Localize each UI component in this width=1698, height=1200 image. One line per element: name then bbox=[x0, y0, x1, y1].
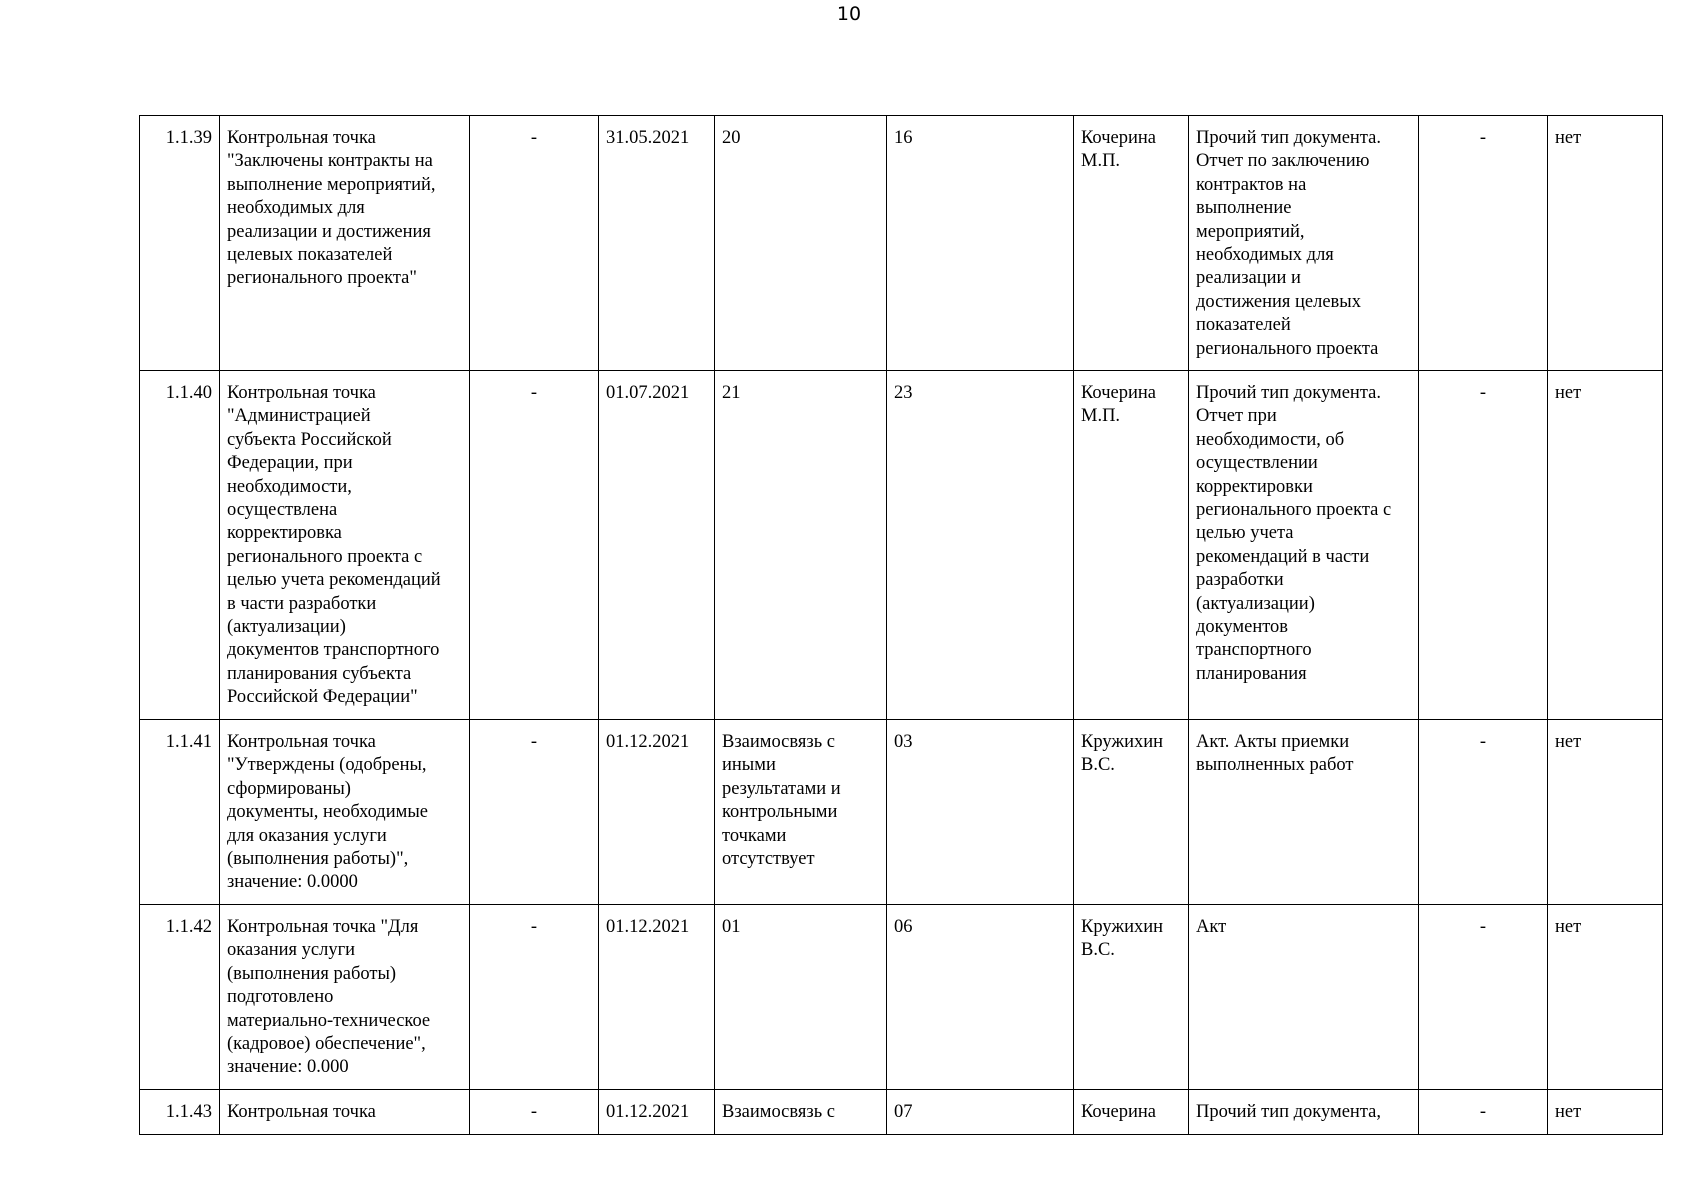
predecessor-cell: - bbox=[470, 720, 599, 905]
control-point-name: Контрольная точка "Для оказания услуги (выполнения работы) подготовлено материально-техническое (кадровое) обеспечение", значение: 0.000 bbox=[220, 905, 470, 1090]
page-number: 10 bbox=[836, 3, 862, 25]
extra-cell: - bbox=[1419, 1090, 1548, 1135]
link-cell: 20 bbox=[715, 116, 887, 371]
extra-cell: - bbox=[1419, 371, 1548, 720]
responsible-cell: Кружихин В.С. bbox=[1074, 905, 1189, 1090]
predecessor-cell: - bbox=[470, 116, 599, 371]
date-cell: 01.12.2021 bbox=[599, 905, 715, 1090]
table-row bbox=[140, 720, 1663, 905]
responsible-cell: Кочерина bbox=[1074, 1090, 1189, 1135]
control-point-name: Контрольная точка "Администрацией субъекта Российской Федерации, при необходимости, осуществлена корректировка регионального проекта с целью учета рекомендаций в части разработки (актуализации) документов транспортного планирования субъекта Российской Федерации" bbox=[220, 371, 470, 720]
document-cell: Прочий тип документа. Отчет по заключению контрактов на выполнение мероприятий, необходимых для реализации и достижения целевых показателей регионального проекта bbox=[1189, 116, 1419, 371]
row-number: 1.1.40 bbox=[140, 371, 220, 720]
responsible-cell: Кочерина М.П. bbox=[1074, 116, 1189, 371]
extra-cell: - bbox=[1419, 720, 1548, 905]
code-cell: 06 bbox=[887, 905, 1074, 1090]
flag-cell: нет bbox=[1548, 905, 1663, 1090]
code-cell: 03 bbox=[887, 720, 1074, 905]
code-cell: 23 bbox=[887, 371, 1074, 720]
table-row bbox=[140, 905, 1663, 1090]
control-point-name: Контрольная точка "Заключены контракты на выполнение мероприятий, необходимых для реализации и достижения целевых показателей регионального проекта" bbox=[220, 116, 470, 371]
row-number: 1.1.43 bbox=[140, 1090, 220, 1135]
responsible-cell: Кружихин В.С. bbox=[1074, 720, 1189, 905]
row-number: 1.1.39 bbox=[140, 116, 220, 371]
link-cell: 21 bbox=[715, 371, 887, 720]
flag-cell: нет bbox=[1548, 371, 1663, 720]
document-cell: Акт bbox=[1189, 905, 1419, 1090]
date-cell: 01.07.2021 bbox=[599, 371, 715, 720]
extra-cell: - bbox=[1419, 116, 1548, 371]
flag-cell: нет bbox=[1548, 720, 1663, 905]
row-number: 1.1.42 bbox=[140, 905, 220, 1090]
document-cell: Прочий тип документа. Отчет при необходимости, об осуществлении корректировки регионального проекта с целью учета рекомендаций в части разработки (актуализации) документов транспортного планирования bbox=[1189, 371, 1419, 720]
document-cell: Акт. Акты приемки выполненных работ bbox=[1189, 720, 1419, 905]
control-points-table bbox=[139, 115, 1663, 1135]
link-cell: Взаимосвязь с иными результатами и контрольными точками отсутствует bbox=[715, 720, 887, 905]
code-cell: 07 bbox=[887, 1090, 1074, 1135]
row-number: 1.1.41 bbox=[140, 720, 220, 905]
table-row bbox=[140, 371, 1663, 720]
date-cell: 01.12.2021 bbox=[599, 720, 715, 905]
responsible-cell: Кочерина М.П. bbox=[1074, 371, 1189, 720]
table-row bbox=[140, 116, 1663, 371]
link-cell: 01 bbox=[715, 905, 887, 1090]
table-row bbox=[140, 1090, 1663, 1135]
date-cell: 01.12.2021 bbox=[599, 1090, 715, 1135]
code-cell: 16 bbox=[887, 116, 1074, 371]
predecessor-cell: - bbox=[470, 1090, 599, 1135]
control-point-name: Контрольная точка "Утверждены (одобрены, сформированы) документы, необходимые для оказания услуги (выполнения работы)", значение: 0.0000 bbox=[220, 720, 470, 905]
predecessor-cell: - bbox=[470, 371, 599, 720]
document-cell: Прочий тип документа, bbox=[1189, 1090, 1419, 1135]
link-cell: Взаимосвязь с bbox=[715, 1090, 887, 1135]
extra-cell: - bbox=[1419, 905, 1548, 1090]
flag-cell: нет bbox=[1548, 1090, 1663, 1135]
flag-cell: нет bbox=[1548, 116, 1663, 371]
control-point-name: Контрольная точка bbox=[220, 1090, 470, 1135]
date-cell: 31.05.2021 bbox=[599, 116, 715, 371]
predecessor-cell: - bbox=[470, 905, 599, 1090]
